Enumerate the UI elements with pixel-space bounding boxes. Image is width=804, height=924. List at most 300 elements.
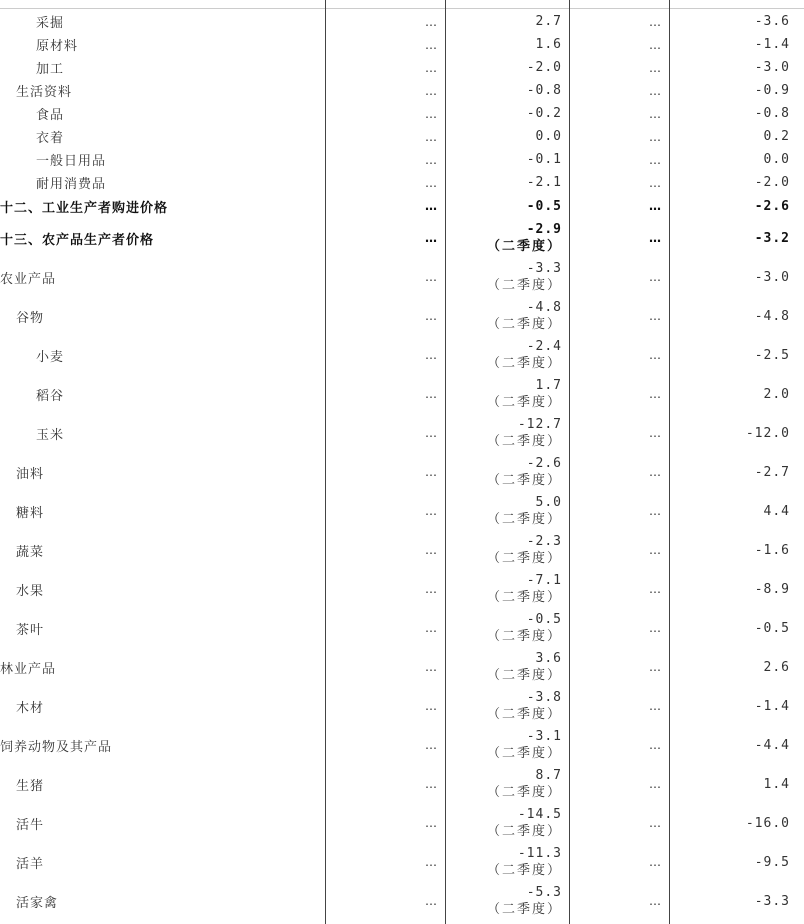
col3-cell — [570, 103, 662, 124]
col3-cell — [570, 531, 662, 569]
col2-value: 1.6 — [535, 37, 562, 52]
row-label-cell — [0, 80, 325, 101]
table-row — [0, 126, 804, 147]
quarter-note: （二季度） — [486, 590, 562, 605]
col1-cell — [326, 648, 438, 686]
col4-value: -9.5 — [754, 854, 790, 870]
row-label-cell — [0, 297, 325, 335]
row-label: 谷物 — [16, 310, 45, 326]
col2-value: -12.7 — [517, 417, 562, 432]
row-label-cell — [0, 765, 325, 803]
col2-cell — [446, 57, 562, 78]
col2-cell — [446, 843, 562, 881]
placeholder-dots: … — [425, 199, 438, 213]
col4-value: -2.5 — [754, 347, 790, 363]
col2-cell — [446, 336, 562, 374]
col4-cell — [670, 11, 790, 32]
col3-cell — [570, 258, 662, 296]
col1-cell — [326, 149, 438, 170]
col4-cell — [670, 103, 790, 124]
col4-cell — [670, 336, 790, 374]
placeholder-dots: … — [649, 660, 662, 674]
placeholder-dots: … — [425, 426, 438, 440]
placeholder-dots: … — [425, 83, 438, 98]
col4-cell — [670, 220, 790, 256]
col2-value: -2.4 — [526, 339, 562, 354]
table-row — [0, 103, 804, 124]
col4-value: -16.0 — [745, 815, 790, 831]
placeholder-dots: … — [649, 83, 662, 98]
table-row — [0, 57, 804, 78]
table-row — [0, 726, 804, 764]
col2-cell — [446, 103, 562, 124]
row-label-cell — [0, 375, 325, 413]
placeholder-dots: … — [649, 348, 662, 362]
row-label-cell — [0, 726, 325, 764]
col3-cell — [570, 453, 662, 491]
col2-value: 8.7 — [535, 768, 562, 783]
col2-value: 0.0 — [535, 129, 562, 144]
table-row — [0, 11, 804, 32]
row-label-cell — [0, 220, 325, 256]
col4-cell — [670, 297, 790, 335]
placeholder-dots: … — [649, 152, 662, 167]
col1-cell — [326, 453, 438, 491]
col2-cell — [446, 149, 562, 170]
col4-cell — [670, 726, 790, 764]
placeholder-dots: … — [425, 175, 438, 190]
table-row — [0, 414, 804, 452]
col3-cell — [570, 414, 662, 452]
row-label-cell — [0, 172, 325, 193]
placeholder-dots: … — [649, 199, 662, 213]
col3-cell — [570, 804, 662, 842]
col2-value: -0.5 — [526, 198, 562, 214]
col2-value: -14.5 — [517, 807, 562, 822]
row-label-cell — [0, 103, 325, 124]
col2-value: -2.0 — [526, 60, 562, 75]
quarter-note: （二季度） — [486, 551, 562, 566]
placeholder-dots: … — [649, 60, 662, 75]
col4-cell — [670, 843, 790, 881]
placeholder-dots: … — [425, 738, 438, 752]
col4-value: -0.9 — [754, 83, 790, 98]
placeholder-dots: … — [425, 270, 438, 284]
placeholder-dots: … — [649, 894, 662, 908]
placeholder-dots: … — [649, 37, 662, 52]
row-label: 原材料 — [36, 39, 79, 54]
placeholder-dots: … — [425, 699, 438, 713]
col4-value: 4.4 — [763, 503, 790, 519]
placeholder-dots: … — [425, 129, 438, 144]
col1-cell — [326, 195, 438, 217]
row-label-cell — [0, 11, 325, 32]
table-row — [0, 375, 804, 413]
placeholder-dots: … — [425, 855, 438, 869]
col4-cell — [670, 687, 790, 725]
col4-value: 1.4 — [763, 776, 790, 792]
col2-cell — [446, 414, 562, 452]
row-label: 加工 — [36, 62, 65, 77]
col2-cell — [446, 687, 562, 725]
quarter-note: （二季度） — [486, 395, 562, 410]
table-row — [0, 843, 804, 881]
quarter-note: （二季度） — [486, 629, 562, 644]
col1-cell — [326, 57, 438, 78]
col4-cell — [670, 570, 790, 608]
col3-cell — [570, 882, 662, 920]
col3-cell — [570, 843, 662, 881]
placeholder-dots: … — [425, 106, 438, 121]
row-label-cell — [0, 195, 325, 217]
col4-value: -1.6 — [754, 542, 790, 558]
placeholder-dots: … — [649, 270, 662, 284]
placeholder-dots: … — [425, 504, 438, 518]
col2-value: 2.7 — [535, 14, 562, 29]
col4-value: 2.6 — [763, 659, 790, 675]
col4-value: -3.0 — [754, 269, 790, 285]
row-label: 茶叶 — [16, 622, 45, 638]
col2-value: 3.6 — [535, 651, 562, 666]
row-label: 蔬菜 — [16, 544, 45, 560]
col2-cell — [446, 492, 562, 530]
col3-cell — [570, 80, 662, 101]
col2-cell — [446, 126, 562, 147]
row-label: 玉米 — [36, 427, 65, 443]
table-row — [0, 492, 804, 530]
placeholder-dots: … — [649, 309, 662, 323]
row-label: 活家禽 — [16, 895, 59, 911]
col4-value: -0.5 — [754, 620, 790, 636]
row-label-cell — [0, 149, 325, 170]
row-label: 十二、工业生产者购进价格 — [0, 200, 169, 216]
table-row — [0, 570, 804, 608]
placeholder-dots: … — [649, 387, 662, 401]
col3-cell — [570, 375, 662, 413]
placeholder-dots: … — [425, 231, 438, 245]
row-label-cell — [0, 531, 325, 569]
row-label: 农业产品 — [0, 271, 57, 287]
col1-cell — [326, 258, 438, 296]
col3-cell — [570, 195, 662, 217]
col4-cell — [670, 126, 790, 147]
col2-value: -2.9 — [526, 222, 562, 237]
col1-cell — [326, 297, 438, 335]
placeholder-dots: … — [649, 14, 662, 29]
col1-cell — [326, 80, 438, 101]
col3-cell — [570, 34, 662, 55]
col4-value: -4.4 — [754, 737, 790, 753]
col2-value: -2.3 — [526, 534, 562, 549]
col4-cell — [670, 804, 790, 842]
col3-cell — [570, 336, 662, 374]
col2-cell — [446, 11, 562, 32]
row-label: 生猪 — [16, 778, 45, 794]
quarter-note: （二季度） — [486, 473, 562, 488]
col2-cell — [446, 882, 562, 920]
placeholder-dots: … — [425, 543, 438, 557]
row-label: 采掘 — [36, 16, 65, 31]
col4-value: -1.4 — [754, 698, 790, 714]
table-row — [0, 195, 804, 217]
col2-cell — [446, 570, 562, 608]
col4-value: -0.8 — [754, 106, 790, 121]
col4-cell — [670, 882, 790, 920]
col3-cell — [570, 492, 662, 530]
row-label-cell — [0, 648, 325, 686]
col2-value: -0.2 — [526, 106, 562, 121]
placeholder-dots: … — [649, 175, 662, 190]
col2-cell — [446, 220, 562, 256]
col1-cell — [326, 882, 438, 920]
col1-cell — [326, 804, 438, 842]
placeholder-dots: … — [425, 60, 438, 75]
placeholder-dots: … — [425, 37, 438, 52]
table-row — [0, 804, 804, 842]
col2-value: -5.3 — [526, 885, 562, 900]
row-label: 耐用消费品 — [36, 177, 107, 192]
row-label-cell — [0, 570, 325, 608]
col2-value: -0.5 — [526, 612, 562, 627]
col4-value: -1.4 — [754, 37, 790, 52]
col4-cell — [670, 375, 790, 413]
col2-value: -7.1 — [526, 573, 562, 588]
col1-cell — [326, 220, 438, 256]
col4-cell — [670, 149, 790, 170]
col4-cell — [670, 172, 790, 193]
col4-value: -2.7 — [754, 464, 790, 480]
col1-cell — [326, 492, 438, 530]
row-label: 木材 — [16, 700, 45, 716]
table-row — [0, 258, 804, 296]
col4-cell — [670, 765, 790, 803]
col2-value: -2.1 — [526, 175, 562, 190]
col4-cell — [670, 80, 790, 101]
col2-value: -3.1 — [526, 729, 562, 744]
placeholder-dots: … — [649, 129, 662, 144]
col3-cell — [570, 609, 662, 647]
row-label-cell — [0, 34, 325, 55]
table-row — [0, 687, 804, 725]
row-label-cell — [0, 126, 325, 147]
col3-cell — [570, 149, 662, 170]
placeholder-dots: … — [649, 231, 662, 245]
col4-value: -2.6 — [754, 198, 790, 214]
quarter-note: （二季度） — [486, 239, 562, 254]
col4-value: 0.2 — [763, 129, 790, 144]
placeholder-dots: … — [649, 543, 662, 557]
table-row — [0, 34, 804, 55]
top-border — [0, 8, 804, 9]
col2-cell — [446, 726, 562, 764]
row-label: 十三、农产品生产者价格 — [0, 232, 155, 248]
placeholder-dots: … — [425, 387, 438, 401]
col2-value: -3.3 — [526, 261, 562, 276]
col4-cell — [670, 414, 790, 452]
col3-cell — [570, 172, 662, 193]
col4-value: -12.0 — [745, 425, 790, 441]
col2-value: 1.7 — [535, 378, 562, 393]
col2-cell — [446, 375, 562, 413]
row-label-cell — [0, 492, 325, 530]
placeholder-dots: … — [649, 106, 662, 121]
placeholder-dots: … — [649, 816, 662, 830]
col1-cell — [326, 531, 438, 569]
col1-cell — [326, 126, 438, 147]
row-label: 一般日用品 — [36, 154, 107, 169]
row-label: 活羊 — [16, 856, 45, 872]
table-row — [0, 220, 804, 256]
col4-value: 2.0 — [763, 386, 790, 402]
col4-value: -8.9 — [754, 581, 790, 597]
placeholder-dots: … — [649, 621, 662, 635]
col3-cell — [570, 220, 662, 256]
row-label: 饲养动物及其产品 — [0, 739, 113, 755]
col4-cell — [670, 258, 790, 296]
row-label: 衣着 — [36, 131, 65, 146]
placeholder-dots: … — [425, 777, 438, 791]
table-row — [0, 172, 804, 193]
row-label: 生活资料 — [16, 85, 73, 100]
col1-cell — [326, 375, 438, 413]
quarter-note: （二季度） — [486, 434, 562, 449]
col2-cell — [446, 531, 562, 569]
placeholder-dots: … — [649, 582, 662, 596]
col4-cell — [670, 195, 790, 217]
placeholder-dots: … — [425, 14, 438, 29]
col1-cell — [326, 570, 438, 608]
col4-value: -3.3 — [754, 893, 790, 909]
placeholder-dots: … — [649, 855, 662, 869]
quarter-note: （二季度） — [486, 707, 562, 722]
row-label: 油料 — [16, 466, 45, 482]
col3-cell — [570, 57, 662, 78]
placeholder-dots: … — [425, 582, 438, 596]
quarter-note: （二季度） — [486, 317, 562, 332]
col4-cell — [670, 34, 790, 55]
row-label-cell — [0, 804, 325, 842]
quarter-note: （二季度） — [486, 746, 562, 761]
col2-value: -2.6 — [526, 456, 562, 471]
placeholder-dots: … — [425, 621, 438, 635]
placeholder-dots: … — [425, 816, 438, 830]
col2-cell — [446, 80, 562, 101]
col1-cell — [326, 336, 438, 374]
col4-cell — [670, 492, 790, 530]
table-row — [0, 336, 804, 374]
col1-cell — [326, 172, 438, 193]
table-row — [0, 80, 804, 101]
col4-value: -2.0 — [754, 175, 790, 190]
col4-cell — [670, 453, 790, 491]
col2-cell — [446, 765, 562, 803]
col4-value: -3.2 — [754, 230, 790, 246]
row-label: 稻谷 — [36, 388, 65, 404]
col1-cell — [326, 414, 438, 452]
col3-cell — [570, 11, 662, 32]
quarter-note: （二季度） — [486, 278, 562, 293]
table-row — [0, 297, 804, 335]
col2-value: 5.0 — [535, 495, 562, 510]
row-label-cell — [0, 336, 325, 374]
row-label-cell — [0, 57, 325, 78]
row-label: 食品 — [36, 108, 65, 123]
row-label-cell — [0, 843, 325, 881]
row-label: 小麦 — [36, 349, 65, 365]
placeholder-dots: … — [425, 660, 438, 674]
col4-value: 0.0 — [763, 152, 790, 167]
col2-value: -11.3 — [517, 846, 562, 861]
table-row — [0, 882, 804, 920]
col2-cell — [446, 195, 562, 217]
quarter-note: （二季度） — [486, 512, 562, 527]
col2-cell — [446, 34, 562, 55]
col2-value: -0.8 — [526, 83, 562, 98]
row-label: 水果 — [16, 583, 45, 599]
col2-cell — [446, 648, 562, 686]
placeholder-dots: … — [425, 152, 438, 167]
table-row — [0, 648, 804, 686]
col2-cell — [446, 609, 562, 647]
col3-cell — [570, 570, 662, 608]
quarter-note: （二季度） — [486, 902, 562, 917]
col3-cell — [570, 765, 662, 803]
placeholder-dots: … — [425, 348, 438, 362]
quarter-note: （二季度） — [486, 668, 562, 683]
table-row — [0, 765, 804, 803]
col3-cell — [570, 126, 662, 147]
row-label: 林业产品 — [0, 661, 57, 677]
placeholder-dots: … — [649, 426, 662, 440]
col4-value: -4.8 — [754, 308, 790, 324]
col1-cell — [326, 34, 438, 55]
quarter-note: （二季度） — [486, 863, 562, 878]
placeholder-dots: … — [649, 465, 662, 479]
row-label: 活牛 — [16, 817, 45, 833]
row-label-cell — [0, 258, 325, 296]
table-row — [0, 149, 804, 170]
row-label-cell — [0, 609, 325, 647]
row-label-cell — [0, 414, 325, 452]
col3-cell — [570, 687, 662, 725]
col2-value: -0.1 — [526, 152, 562, 167]
table-row — [0, 609, 804, 647]
row-label-cell — [0, 687, 325, 725]
col3-cell — [570, 297, 662, 335]
col2-value: -4.8 — [526, 300, 562, 315]
col2-cell — [446, 453, 562, 491]
col2-cell — [446, 172, 562, 193]
quarter-note: （二季度） — [486, 824, 562, 839]
placeholder-dots: … — [425, 894, 438, 908]
col4-cell — [670, 57, 790, 78]
col1-cell — [326, 765, 438, 803]
row-label: 糖料 — [16, 505, 45, 521]
col4-cell — [670, 648, 790, 686]
placeholder-dots: … — [425, 309, 438, 323]
col2-cell — [446, 804, 562, 842]
placeholder-dots: … — [649, 504, 662, 518]
col1-cell — [326, 609, 438, 647]
col1-cell — [326, 687, 438, 725]
row-label-cell — [0, 882, 325, 920]
col4-value: -3.6 — [754, 14, 790, 29]
table-row — [0, 453, 804, 491]
placeholder-dots: … — [649, 777, 662, 791]
col2-value: -3.8 — [526, 690, 562, 705]
row-label-cell — [0, 453, 325, 491]
col2-cell — [446, 258, 562, 296]
